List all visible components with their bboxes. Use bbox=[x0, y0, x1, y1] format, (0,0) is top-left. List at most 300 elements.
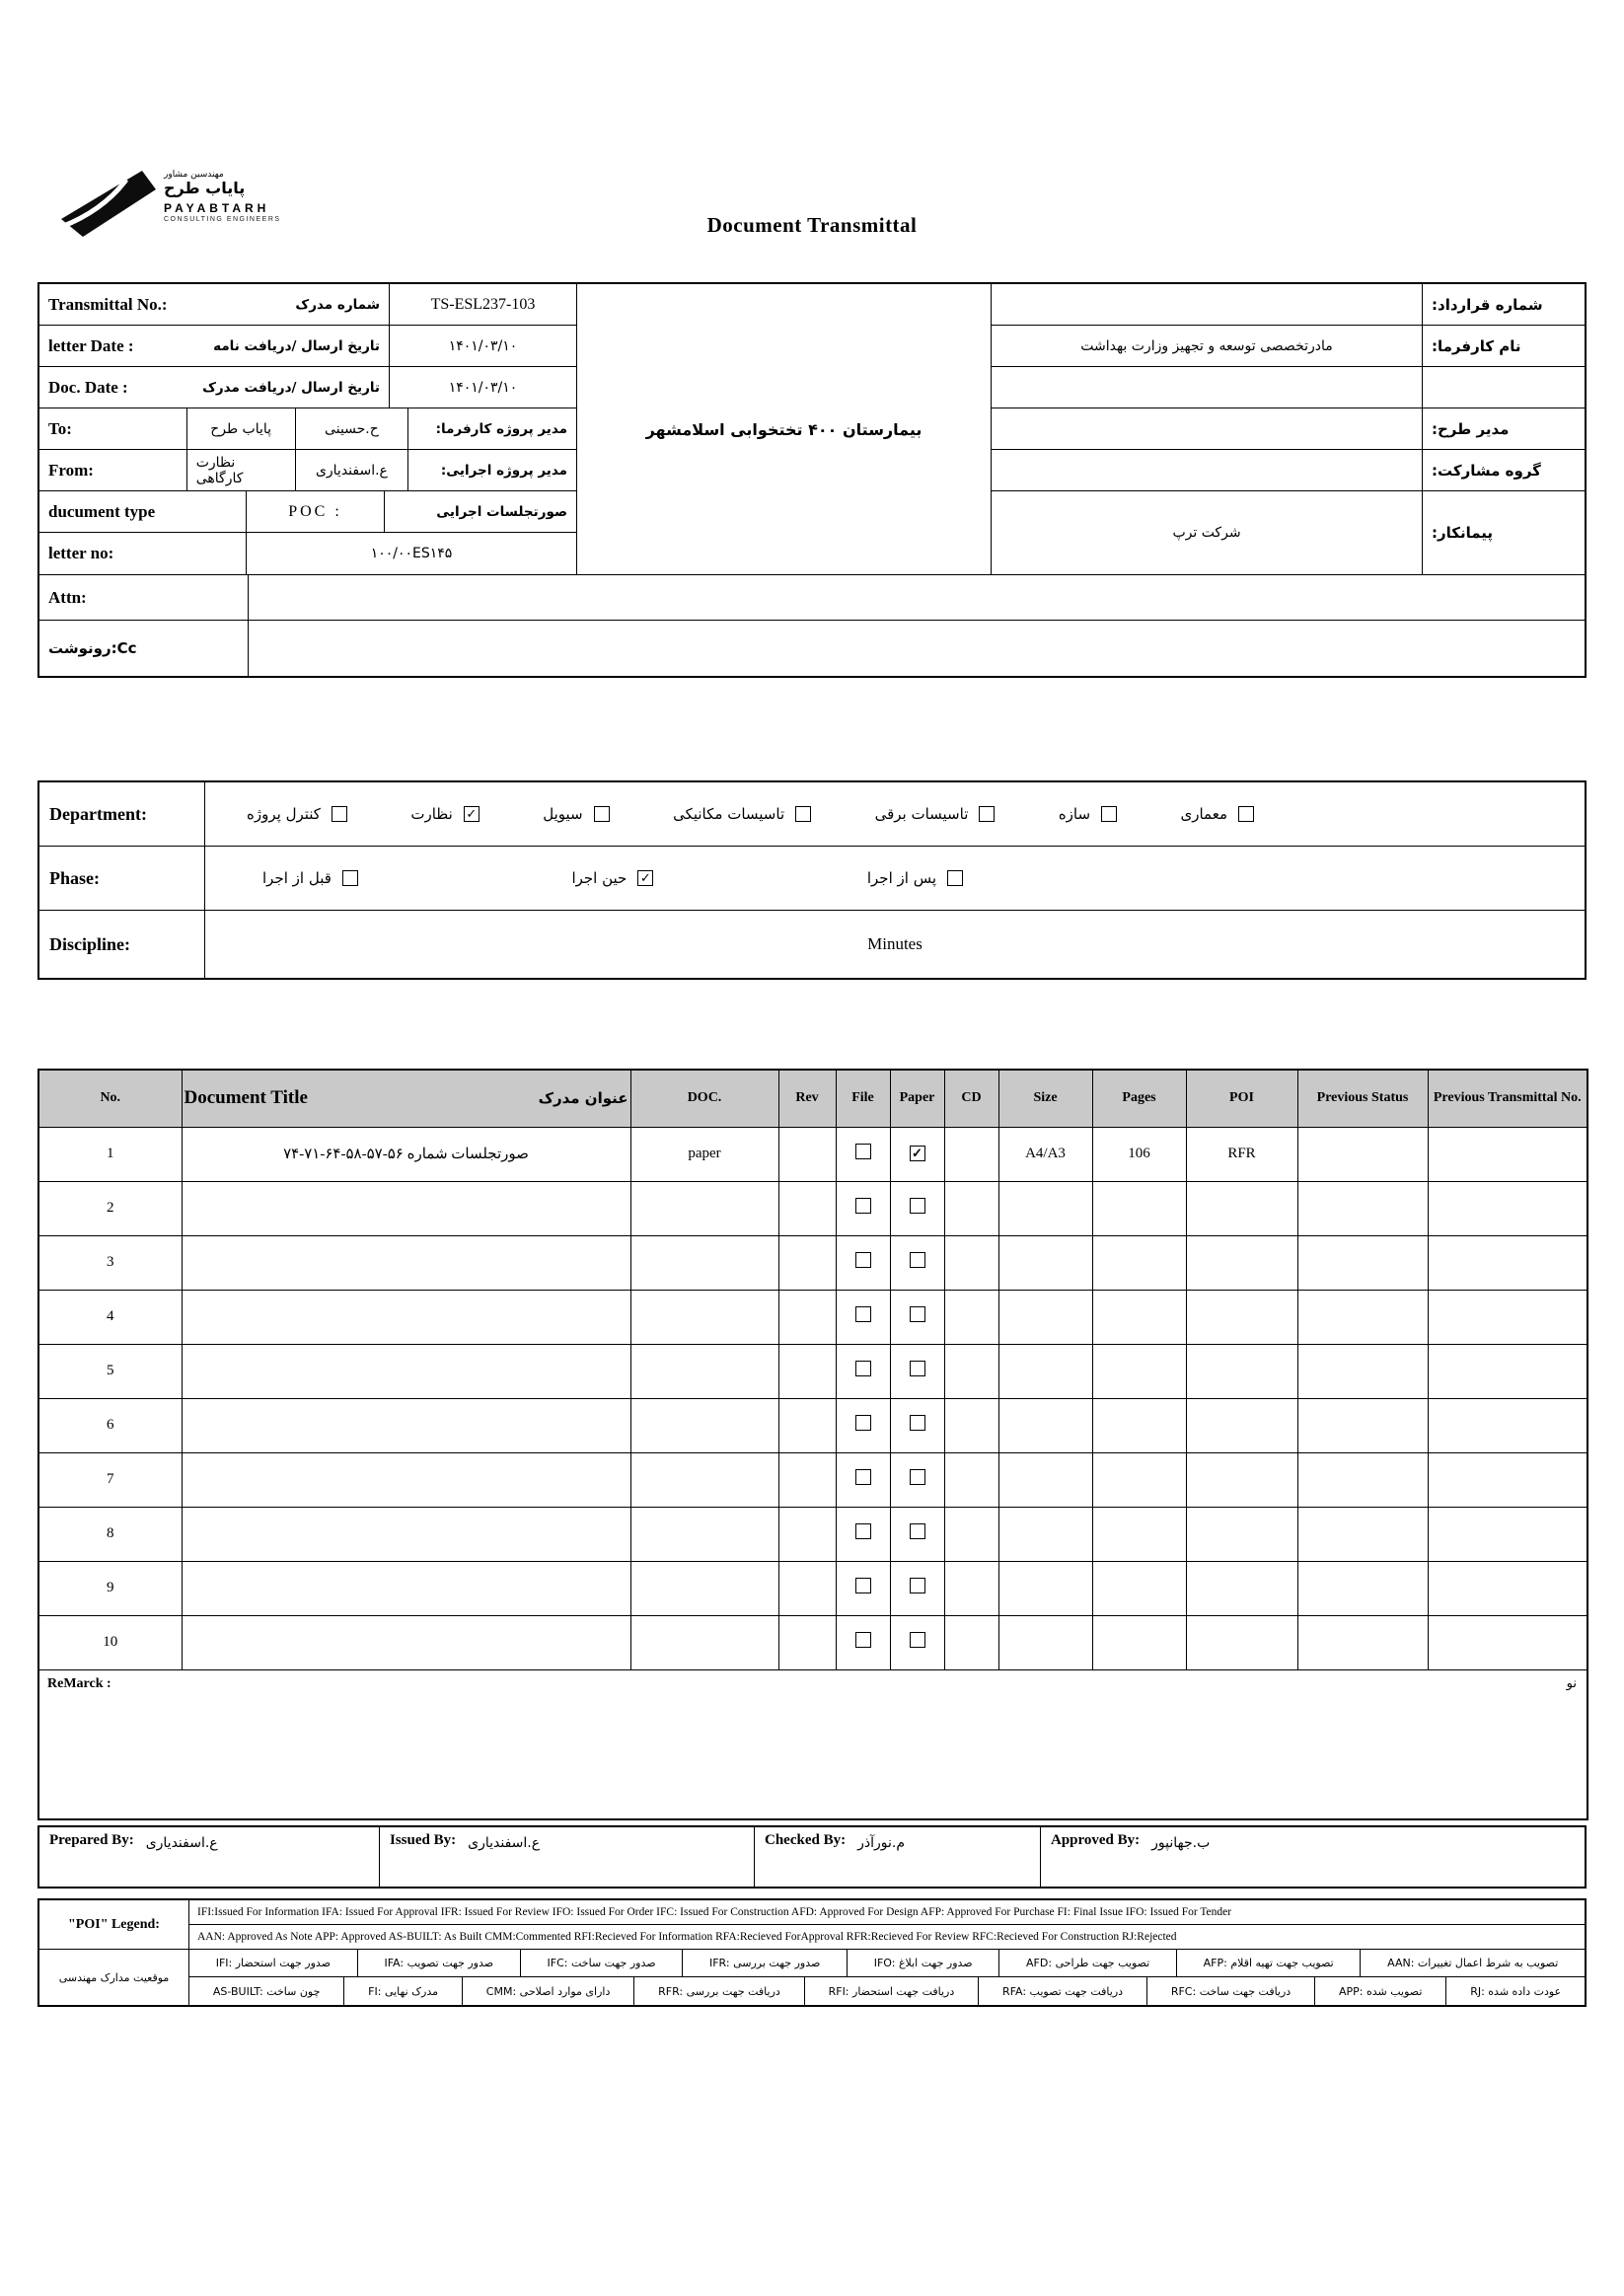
header-doc: DOC. bbox=[630, 1070, 778, 1127]
department-label: Department: bbox=[39, 782, 205, 846]
doc-format-cell bbox=[630, 1507, 778, 1561]
document-row bbox=[38, 1235, 1587, 1290]
doc-size-cell bbox=[998, 1235, 1092, 1290]
doc-previous-status-cell bbox=[1297, 1615, 1428, 1669]
logo-subtitle: CONSULTING ENGINEERS bbox=[164, 215, 281, 223]
signature-cell bbox=[380, 1827, 755, 1887]
phase-option-label: حین اجرا bbox=[571, 869, 627, 887]
header-pages: Pages bbox=[1092, 1070, 1186, 1127]
company-logo bbox=[59, 168, 281, 239]
legend-item: IFC: صدور جهت ساخت bbox=[521, 1950, 683, 1976]
doc-row-number: 7 bbox=[38, 1452, 182, 1507]
empty-label bbox=[1422, 367, 1585, 407]
to-value: پایاب طرح bbox=[187, 408, 296, 449]
phase-option bbox=[571, 869, 653, 887]
phase-option-label: پس از اجرا bbox=[866, 869, 936, 887]
doc-size-cell bbox=[998, 1290, 1092, 1344]
legend-item: AAN: تصویب به شرط اعمال تغییرات bbox=[1387, 1957, 1559, 1969]
doc-pages-cell bbox=[1092, 1615, 1186, 1669]
doc-row-number: 2 bbox=[38, 1181, 182, 1235]
doc-format-cell bbox=[630, 1561, 778, 1615]
doc-rev-cell bbox=[778, 1344, 836, 1398]
logo-text bbox=[164, 168, 281, 224]
doc-paper-cell bbox=[890, 1507, 944, 1561]
doc-previous-status-cell bbox=[1297, 1290, 1428, 1344]
contractor-label: پیمانکار: bbox=[1422, 491, 1585, 574]
department-option bbox=[247, 805, 347, 823]
doc-format-cell bbox=[630, 1615, 778, 1669]
discipline-value: Minutes bbox=[867, 934, 923, 953]
contract-no-label: شماره قرارداد: bbox=[1422, 284, 1585, 325]
client-row bbox=[992, 326, 1585, 367]
doc-date-label-fa: تاریخ ارسال /دریافت مدرک bbox=[202, 379, 380, 396]
to-row bbox=[39, 408, 576, 450]
doc-previous-status-cell bbox=[1297, 1127, 1428, 1181]
department-checkbox[interactable] bbox=[1101, 806, 1117, 822]
transmittal-no-label-cell bbox=[39, 284, 390, 325]
header-document-title-en: Document Title bbox=[184, 1087, 308, 1109]
signature-label: Approved By: bbox=[1051, 1832, 1141, 1848]
doc-previous-status-cell bbox=[1297, 1561, 1428, 1615]
doc-poi-cell bbox=[1186, 1235, 1297, 1290]
department-option bbox=[673, 805, 811, 823]
logo-mark-icon bbox=[59, 168, 158, 239]
fa-legend-label: موقعیت مدارک مهندسی bbox=[39, 1950, 189, 2005]
doc-paper-cell bbox=[890, 1615, 944, 1669]
doc-previous-transmittal-cell bbox=[1428, 1507, 1587, 1561]
discipline-label: Discipline: bbox=[39, 911, 205, 978]
client-pm-label: مدیر پروژه کارفرما: bbox=[435, 420, 567, 437]
signature-label: Checked By: bbox=[765, 1832, 847, 1848]
paper-checkbox[interactable] bbox=[910, 1306, 925, 1322]
from-label: From: bbox=[39, 450, 187, 490]
doc-rev-cell bbox=[778, 1615, 836, 1669]
doc-row-number: 3 bbox=[38, 1235, 182, 1290]
client-value: مادرتخصصی توسعه و تجهیز وزارت بهداشت bbox=[1080, 337, 1333, 354]
doc-rev-cell bbox=[778, 1127, 836, 1181]
legend-item: IFI: صدور جهت استحضار bbox=[189, 1950, 358, 1976]
doc-format-cell bbox=[630, 1398, 778, 1452]
doc-date-row bbox=[39, 367, 576, 408]
design-manager-value bbox=[992, 408, 1422, 449]
file-checkbox[interactable] bbox=[855, 1415, 871, 1431]
legend-item: AFP: تصویب جهت تهیه اقلام bbox=[1177, 1950, 1361, 1976]
doc-format-cell bbox=[630, 1290, 778, 1344]
transmittal-no-row bbox=[39, 284, 576, 326]
doc-file-cell bbox=[836, 1235, 890, 1290]
doc-previous-transmittal-cell bbox=[1428, 1235, 1587, 1290]
doc-poi-cell bbox=[1186, 1398, 1297, 1452]
paper-checkbox[interactable] bbox=[910, 1469, 925, 1485]
department-option-label: تاسیسات مکانیکی bbox=[673, 805, 785, 823]
doc-previous-status-cell bbox=[1297, 1235, 1428, 1290]
cc-row bbox=[39, 621, 1585, 676]
contract-no-row bbox=[992, 284, 1585, 326]
attn-label: Attn: bbox=[39, 575, 249, 620]
header-cd: CD bbox=[944, 1070, 998, 1127]
contractor-row bbox=[992, 491, 1585, 574]
legend-item: RFR: دریافت جهت بررسی bbox=[634, 1977, 804, 2005]
cc-label: رونوشت:Cc bbox=[39, 621, 249, 676]
paper-checkbox[interactable] bbox=[910, 1578, 925, 1593]
document-row bbox=[38, 1290, 1587, 1344]
doc-pages-cell bbox=[1092, 1290, 1186, 1344]
doc-size-cell bbox=[998, 1452, 1092, 1507]
legend-item: RFA: دریافت جهت تصویب bbox=[979, 1977, 1147, 2005]
doc-file-cell bbox=[836, 1344, 890, 1398]
doc-paper-cell bbox=[890, 1290, 944, 1344]
legend-item: RFI: دریافت جهت استحضار bbox=[805, 1977, 979, 2005]
doc-cd-cell bbox=[944, 1561, 998, 1615]
doc-file-cell bbox=[836, 1615, 890, 1669]
signature-cell bbox=[1041, 1827, 1585, 1887]
phase-option bbox=[262, 869, 358, 887]
header-previous-status: Previous Status bbox=[1297, 1070, 1428, 1127]
department-option bbox=[1059, 805, 1117, 823]
doc-row-number: 1 bbox=[38, 1127, 182, 1181]
phase-checkbox[interactable] bbox=[342, 870, 358, 886]
department-row bbox=[39, 782, 1585, 847]
doc-title-cell bbox=[182, 1290, 630, 1344]
doc-previous-transmittal-cell bbox=[1428, 1181, 1587, 1235]
signature-cell bbox=[755, 1827, 1041, 1887]
doc-date-value: ۱۴۰۱/۰۳/۱۰ bbox=[448, 379, 518, 396]
info-right-block bbox=[992, 284, 1585, 574]
legend-item: AS-BUILT: چون ساخت bbox=[189, 1977, 344, 2005]
poi-legend-line-2: AAN: Approved As Note APP: Approved AS-BUILT: As Built CMM:Commented RFI:Recieved For Information RFA:Recieved ForApproval RFR:Recieved For Review RFC:Recieved For Construction RJ:Rejected bbox=[189, 1925, 1585, 1950]
empty-row bbox=[992, 367, 1585, 408]
header-no: No. bbox=[38, 1070, 182, 1127]
doc-format-cell bbox=[630, 1235, 778, 1290]
paper-checkbox[interactable]: ✓ bbox=[910, 1146, 925, 1161]
doc-title-cell bbox=[182, 1181, 630, 1235]
doc-row-number: 8 bbox=[38, 1507, 182, 1561]
file-checkbox[interactable] bbox=[855, 1523, 871, 1539]
paper-checkbox[interactable] bbox=[910, 1415, 925, 1431]
doc-file-cell bbox=[836, 1127, 890, 1181]
file-checkbox[interactable] bbox=[855, 1361, 871, 1376]
doc-rev-cell bbox=[778, 1290, 836, 1344]
contractor-value: شرکت ترپ bbox=[1172, 525, 1241, 541]
letter-date-label-en: letter Date : bbox=[48, 335, 134, 355]
doc-file-cell bbox=[836, 1507, 890, 1561]
fa-legend-line-2 bbox=[189, 1977, 1585, 2005]
doc-row-number: 6 bbox=[38, 1398, 182, 1452]
department-checkbox[interactable] bbox=[1238, 806, 1254, 822]
letter-date-label-fa: تاریخ ارسال /دریافت نامه bbox=[213, 337, 380, 354]
doc-cd-cell bbox=[944, 1507, 998, 1561]
doc-pages-cell bbox=[1092, 1452, 1186, 1507]
fa-legend-line-1 bbox=[189, 1950, 1585, 1977]
doc-title-cell bbox=[182, 1398, 630, 1452]
project-name: بیمارستان ۴۰۰ تختخوابی اسلامشهر bbox=[577, 284, 992, 574]
letter-no-label: letter no: bbox=[39, 533, 247, 574]
phase-option bbox=[867, 869, 963, 887]
letter-no-value: ۱۰۰/۰۰ES۱۴۵ bbox=[370, 546, 453, 561]
letter-date-value: ۱۴۰۱/۰۳/۱۰ bbox=[448, 337, 518, 354]
signature-label: Issued By: bbox=[390, 1832, 457, 1848]
remark-note: نو bbox=[1566, 1675, 1577, 1691]
info-top-section bbox=[39, 284, 1585, 575]
file-checkbox[interactable] bbox=[855, 1252, 871, 1268]
legend-item: APP: تصویب شده bbox=[1315, 1977, 1446, 2005]
doc-poi-cell bbox=[1186, 1452, 1297, 1507]
remark-row bbox=[38, 1669, 1587, 1819]
doc-cd-cell bbox=[944, 1615, 998, 1669]
department-checkbox[interactable] bbox=[795, 806, 811, 822]
poi-legend-label: "POI" Legend: bbox=[39, 1900, 189, 1950]
client-label: نام کارفرما: bbox=[1422, 326, 1585, 366]
department-option bbox=[543, 805, 609, 823]
remark-label: ReMarck : bbox=[47, 1675, 111, 1691]
transmittal-no-value: TS-ESL237-103 bbox=[430, 295, 536, 313]
doc-cd-cell bbox=[944, 1235, 998, 1290]
department-option bbox=[875, 805, 996, 823]
doc-file-cell bbox=[836, 1181, 890, 1235]
doc-cd-cell bbox=[944, 1127, 998, 1181]
file-checkbox[interactable] bbox=[855, 1578, 871, 1593]
doc-pages-cell bbox=[1092, 1507, 1186, 1561]
executive-pm-value: ع.اسفندیاری bbox=[296, 450, 409, 490]
file-checkbox[interactable] bbox=[855, 1198, 871, 1214]
doc-size-cell bbox=[998, 1344, 1092, 1398]
department-option-label: نظارت bbox=[410, 805, 453, 823]
document-row bbox=[38, 1615, 1587, 1669]
file-checkbox[interactable] bbox=[855, 1632, 871, 1648]
doc-title-cell: صورتجلسات شماره ۵۶-۵۷-۵۸-۶۴-۷۱-۷۴ bbox=[182, 1127, 630, 1181]
department-options bbox=[205, 782, 1585, 846]
document-row bbox=[38, 1507, 1587, 1561]
document-type-value: POC : bbox=[247, 491, 385, 532]
doc-title-cell bbox=[182, 1561, 630, 1615]
header-file: File bbox=[836, 1070, 890, 1127]
transmittal-no-label-en: Transmittal No.: bbox=[48, 294, 168, 314]
letter-date-label-cell bbox=[39, 326, 390, 366]
doc-paper-cell bbox=[890, 1344, 944, 1398]
paper-checkbox[interactable] bbox=[910, 1198, 925, 1214]
legend-item: RFC: دریافت جهت ساخت bbox=[1147, 1977, 1315, 2005]
department-checkbox[interactable] bbox=[594, 806, 610, 822]
doc-cd-cell bbox=[944, 1344, 998, 1398]
doc-paper-cell bbox=[890, 1452, 944, 1507]
doc-previous-status-cell bbox=[1297, 1452, 1428, 1507]
legend-item: AFD: تصویب جهت طراحی bbox=[999, 1950, 1177, 1976]
doc-title-cell bbox=[182, 1235, 630, 1290]
paper-checkbox[interactable] bbox=[910, 1252, 925, 1268]
design-manager-row bbox=[992, 408, 1585, 450]
empty-value bbox=[992, 367, 1422, 407]
attn-value bbox=[249, 575, 1585, 620]
logo-brand-en: PAYABTARH bbox=[164, 200, 270, 215]
doc-paper-cell bbox=[890, 1181, 944, 1235]
doc-previous-transmittal-cell bbox=[1428, 1344, 1587, 1398]
doc-rev-cell bbox=[778, 1398, 836, 1452]
department-option-label: معماری bbox=[1180, 805, 1227, 823]
doc-title-cell bbox=[182, 1452, 630, 1507]
contract-no-value bbox=[992, 284, 1422, 325]
document-row bbox=[38, 1561, 1587, 1615]
phase-row bbox=[39, 847, 1585, 911]
doc-paper-cell bbox=[890, 1235, 944, 1290]
partnership-group-label: گروه مشارکت: bbox=[1422, 450, 1585, 490]
header-document-title bbox=[182, 1070, 630, 1127]
phase-options bbox=[205, 847, 1585, 910]
doc-pages-cell bbox=[1092, 1344, 1186, 1398]
doc-row-number: 9 bbox=[38, 1561, 182, 1615]
classification-table bbox=[37, 780, 1587, 980]
doc-size-cell bbox=[998, 1561, 1092, 1615]
doc-rev-cell bbox=[778, 1181, 836, 1235]
partnership-group-value bbox=[992, 450, 1422, 490]
doc-title-cell bbox=[182, 1507, 630, 1561]
doc-cd-cell bbox=[944, 1181, 998, 1235]
doc-file-cell bbox=[836, 1561, 890, 1615]
legend-item: RJ: عودت داده شده bbox=[1470, 1984, 1562, 1998]
doc-format-cell bbox=[630, 1181, 778, 1235]
department-option bbox=[410, 805, 479, 823]
signature-label: Prepared By: bbox=[49, 1832, 134, 1848]
phase-checkbox[interactable] bbox=[947, 870, 963, 886]
page-header bbox=[37, 168, 1587, 262]
transmittal-info-table bbox=[37, 282, 1587, 678]
doc-poi-cell bbox=[1186, 1561, 1297, 1615]
department-checkbox[interactable] bbox=[979, 806, 995, 822]
paper-checkbox[interactable] bbox=[910, 1361, 925, 1376]
signature-name: م.نورآذر bbox=[857, 1835, 905, 1851]
file-checkbox[interactable] bbox=[855, 1144, 871, 1159]
department-checkbox[interactable] bbox=[332, 806, 347, 822]
header-previous-transmittal-no: Previous Transmittal No. bbox=[1428, 1070, 1587, 1127]
doc-previous-transmittal-cell bbox=[1428, 1452, 1587, 1507]
signature-cell bbox=[39, 1827, 380, 1887]
document-row bbox=[38, 1181, 1587, 1235]
doc-size-cell bbox=[998, 1507, 1092, 1561]
department-checkbox[interactable]: ✓ bbox=[464, 806, 480, 822]
phase-checkbox[interactable]: ✓ bbox=[637, 870, 653, 886]
doc-title-cell bbox=[182, 1615, 630, 1669]
from-row bbox=[39, 450, 576, 491]
doc-poi-cell bbox=[1186, 1344, 1297, 1398]
to-label: To: bbox=[39, 408, 187, 449]
doc-rev-cell bbox=[778, 1561, 836, 1615]
signature-name: ب.جهانپور bbox=[1151, 1835, 1211, 1851]
doc-pages-cell bbox=[1092, 1235, 1186, 1290]
doc-previous-status-cell bbox=[1297, 1507, 1428, 1561]
department-option-label: کنترل پروژه bbox=[247, 805, 321, 823]
doc-rev-cell bbox=[778, 1452, 836, 1507]
doc-format-cell: paper bbox=[630, 1127, 778, 1181]
doc-previous-transmittal-cell bbox=[1428, 1290, 1587, 1344]
documents-table-header bbox=[38, 1070, 1587, 1127]
page-title: Document Transmittal bbox=[706, 213, 918, 237]
doc-pages-cell bbox=[1092, 1398, 1186, 1452]
doc-format-cell bbox=[630, 1344, 778, 1398]
doc-previous-transmittal-cell bbox=[1428, 1615, 1587, 1669]
signature-name: ع.اسفندیاری bbox=[145, 1835, 218, 1851]
doc-rev-cell bbox=[778, 1507, 836, 1561]
doc-cd-cell bbox=[944, 1290, 998, 1344]
header-rev: Rev bbox=[778, 1070, 836, 1127]
partnership-group-row bbox=[992, 450, 1585, 491]
document-row bbox=[38, 1344, 1587, 1398]
doc-paper-cell bbox=[890, 1398, 944, 1452]
doc-date-label-en: Doc. Date : bbox=[48, 377, 128, 397]
phase-option-label: قبل از اجرا bbox=[262, 869, 332, 887]
doc-previous-transmittal-cell bbox=[1428, 1398, 1587, 1452]
document-type-fa: صورتجلسات اجرایی bbox=[436, 503, 567, 520]
doc-previous-status-cell bbox=[1297, 1181, 1428, 1235]
legend-item: FI: مدرک نهایی bbox=[344, 1977, 463, 2005]
signatures-row bbox=[37, 1825, 1587, 1889]
doc-file-cell bbox=[836, 1452, 890, 1507]
header-poi: POI bbox=[1186, 1070, 1297, 1127]
attn-row bbox=[39, 575, 1585, 621]
client-pm-value: ح.حسینی bbox=[296, 408, 409, 449]
header-size: Size bbox=[998, 1070, 1092, 1127]
doc-format-cell bbox=[630, 1452, 778, 1507]
paper-checkbox[interactable] bbox=[910, 1523, 925, 1539]
document-type-row bbox=[39, 491, 576, 533]
poi-legend-line-1: IFI:Issued For Information IFA: Issued For Approval IFR: Issued For Review IFO: Issued For Order IFC: Issued For Construction AFD: Approved For Design AFP: Approved For Purchase FI: Final Issue IFO: Issued For Tender bbox=[189, 1900, 1585, 1925]
doc-poi-cell bbox=[1186, 1290, 1297, 1344]
doc-cd-cell bbox=[944, 1398, 998, 1452]
doc-pages-cell bbox=[1092, 1561, 1186, 1615]
doc-poi-cell bbox=[1186, 1181, 1297, 1235]
doc-row-number: 10 bbox=[38, 1615, 182, 1669]
poi-legend-table bbox=[37, 1898, 1587, 2007]
doc-size-cell bbox=[998, 1398, 1092, 1452]
paper-checkbox[interactable] bbox=[910, 1632, 925, 1648]
legend-item: CMM: دارای موارد اصلاحی bbox=[463, 1977, 634, 2005]
doc-pages-cell: 106 bbox=[1092, 1127, 1186, 1181]
department-option-label: سیویل bbox=[543, 805, 583, 823]
header-document-title-fa: عنوان مدرک bbox=[538, 1089, 628, 1108]
document-row bbox=[38, 1452, 1587, 1507]
doc-poi-cell: RFR bbox=[1186, 1127, 1297, 1181]
info-left-block bbox=[39, 284, 577, 574]
design-manager-label: مدیر طرح: bbox=[1422, 408, 1585, 449]
document-type-label: ducument type bbox=[39, 491, 247, 532]
remark-cell bbox=[38, 1669, 1587, 1819]
doc-date-label-cell bbox=[39, 367, 390, 407]
doc-previous-status-cell bbox=[1297, 1398, 1428, 1452]
doc-previous-transmittal-cell bbox=[1428, 1561, 1587, 1615]
doc-size-cell: A4/A3 bbox=[998, 1127, 1092, 1181]
document-row bbox=[38, 1398, 1587, 1452]
logo-brand-fa: پایاب طرح bbox=[164, 179, 246, 198]
doc-previous-transmittal-cell bbox=[1428, 1127, 1587, 1181]
cc-value bbox=[249, 621, 1585, 676]
doc-previous-status-cell bbox=[1297, 1344, 1428, 1398]
letter-no-row bbox=[39, 533, 576, 574]
doc-size-cell bbox=[998, 1181, 1092, 1235]
file-checkbox[interactable] bbox=[855, 1469, 871, 1485]
file-checkbox[interactable] bbox=[855, 1306, 871, 1322]
legend-item: IFO: صدور جهت ابلاغ bbox=[848, 1950, 999, 1976]
legend-item: IFR: صدور جهت بررسی bbox=[683, 1950, 848, 1976]
doc-paper-cell bbox=[890, 1127, 944, 1181]
doc-pages-cell bbox=[1092, 1181, 1186, 1235]
doc-rev-cell bbox=[778, 1235, 836, 1290]
from-value: نظارت کارگاهی bbox=[187, 450, 296, 490]
doc-size-cell bbox=[998, 1615, 1092, 1669]
header-paper: Paper bbox=[890, 1070, 944, 1127]
letter-date-row bbox=[39, 326, 576, 367]
doc-cd-cell bbox=[944, 1452, 998, 1507]
phase-label: Phase: bbox=[39, 847, 205, 910]
department-option bbox=[1181, 805, 1255, 823]
documents-table bbox=[37, 1069, 1588, 1820]
